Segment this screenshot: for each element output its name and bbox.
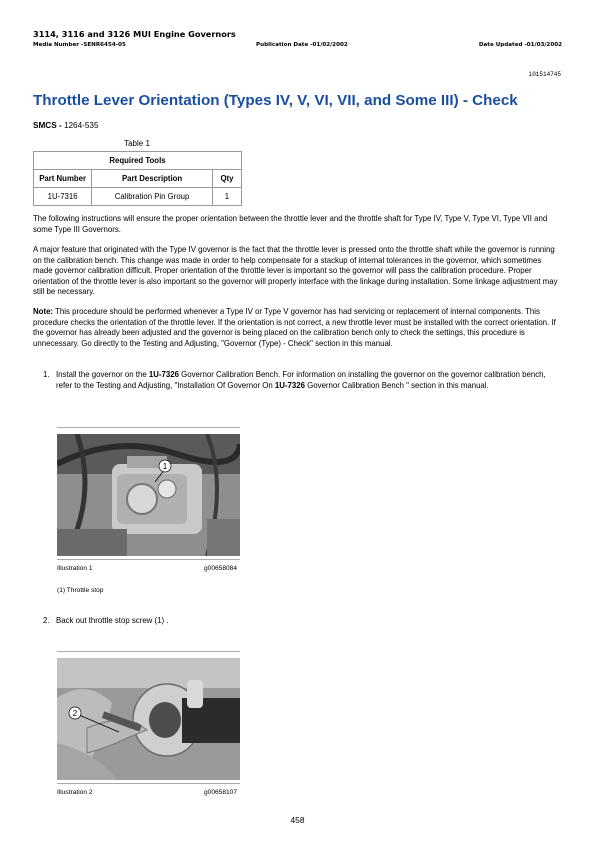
page-title: Throttle Lever Orientation (Types IV, V, VI, VII, and Some III) - Check — [33, 92, 518, 109]
date-updated: Date Updated -01/03/2002 — [478, 42, 562, 48]
feature-paragraph: A major feature that originated with the Type IV governor is the fact that the throttle lever is pressed onto the throttle shaft while the governor is running on the calibration bench. This change was made in order to help compensate for a stackup of internal tolerances in the governor, which sometimes made governor calibration difficult. Proper orientation of the throttle lever is important so the governor will pass the calibration procedure. Proper orientation of the throttle lever is also important so the governor will properly interface with the linkage during installation. Some linkage adjustment may still be necessary. — [33, 245, 558, 296]
callout-2: 2 — [72, 709, 78, 718]
divider — [57, 783, 240, 784]
publication-date: Publication Date -01/02/2002 — [256, 42, 348, 48]
step-2 — [43, 616, 563, 627]
illustration-1-legend: (1) Throttle stop — [57, 587, 104, 594]
required-tools-table — [33, 151, 242, 206]
smcs-code — [33, 121, 99, 130]
divider — [57, 427, 240, 428]
step-number: 1. — [43, 370, 50, 379]
step-number: 2. — [43, 616, 50, 625]
intro-paragraph: The following instructions will ensure the proper orientation between the throttle lever and the throttle shaft for Type IV, Type V, Type VI, Type VII and some Type III Governors. — [33, 214, 548, 234]
cell-part-description: Calibration Pin Group — [92, 188, 213, 206]
note-label: Note: — [33, 307, 54, 316]
page-number: 458 — [290, 815, 305, 825]
note-text: This procedure should be performed whenever a Type IV or Type V governor has had servicing or replacement of internal components. This procedure checks the orientation of the throttle lever. If the orientation is not correct, a new throttle lever must be installed with the correct orientation. If the governor has already been adjusted and the governor is being placed on the calibration bench only to check the settings, this procedure is unnecessary. Go directly to the Testing and Adjusting, "Governor (Type) - Check" section in this manual. — [33, 307, 556, 348]
tool-number: 1U-7326 — [148, 370, 179, 379]
table-header-part-description: Part Description — [92, 170, 213, 188]
smcs-value: 1264-535 — [63, 121, 99, 130]
table-title: Required Tools — [34, 152, 242, 170]
table-caption: Table 1 — [124, 139, 150, 148]
table-row — [34, 188, 242, 206]
throttle-stop-photo — [57, 434, 240, 556]
illustration-2 — [57, 651, 240, 784]
note-paragraph — [33, 307, 563, 349]
illustration-1 — [57, 427, 240, 560]
document-id: i01514745 — [528, 71, 561, 78]
step-text: Install the governor on the 1U-7326 Governor Calibration Bench. For information on installing the governor on the governor calibration bench, refer to the Testing and Adjusting, "Installation Of Governor On 1U-7326 Governor Calibration Bench " section in this manual. — [56, 370, 546, 390]
divider — [57, 559, 240, 560]
illustration-2-label: Illustration 2 — [57, 789, 93, 796]
divider — [57, 651, 240, 652]
step-1 — [43, 370, 563, 391]
step-text: Back out throttle stop screw (1) . — [56, 616, 169, 625]
throttle-stop-screw-photo — [57, 658, 240, 780]
callout-1: 1 — [162, 462, 168, 471]
table-header-qty: Qty — [212, 170, 241, 188]
document-header-title: 3114, 3116 and 3126 MUI Engine Governors — [33, 29, 236, 39]
table-header-part-number: Part Number — [34, 170, 92, 188]
tool-number: 1U-7326 — [274, 380, 305, 390]
smcs-label: SMCS - — [33, 121, 62, 130]
illustration-1-id: g00658084 — [204, 565, 238, 572]
cell-qty: 1 — [212, 188, 241, 206]
cell-part-number: 1U-7316 — [34, 188, 92, 206]
media-number: Media Number -SENR6454-05 — [33, 42, 126, 48]
illustration-2-id: g00658107 — [204, 789, 238, 796]
illustration-1-label: Illustration 1 — [57, 565, 93, 572]
